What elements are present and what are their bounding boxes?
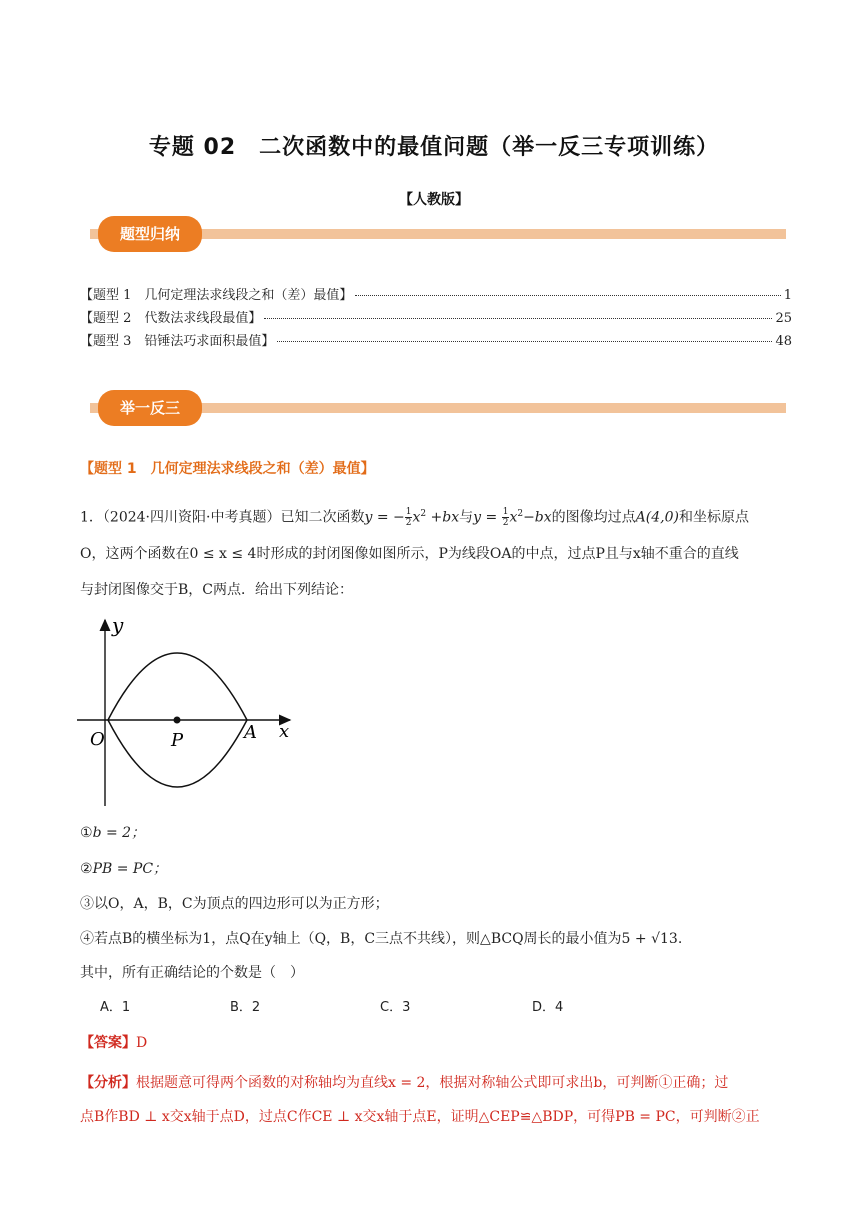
choice-d[interactable]: D．4 xyxy=(532,1000,564,1015)
answer-line xyxy=(80,1032,792,1052)
question-line-1: 1．（2024·四川资阳·中考真题）已知二次函数y = − $\frac{1}{2}$ $x^2 +bx$与y = $\frac{1}{2}$ $x^2-bx$的图像均过点A(4,0)和坐标原点 xyxy=(80,507,749,529)
section-heading: 【题型 1 几何定理法求线段之和（差）最值】 xyxy=(80,461,375,477)
x-axis-label: x xyxy=(279,721,290,742)
question-stem xyxy=(80,496,792,608)
table-of-contents xyxy=(80,284,792,353)
toc-item[interactable]: 【题型 2 代数法求线段最值】 25 xyxy=(80,311,792,326)
analysis-line-1: 【分析】根据题意可得两个函数的对称轴均为直线x = 2，根据对称轴公式即可求出b，可判断①正确；过 xyxy=(80,1075,729,1091)
origin-label: O xyxy=(90,729,105,750)
point-A-label: A xyxy=(244,722,257,743)
banner-summary xyxy=(80,216,786,252)
analysis-line-2: 点B作BD ⊥ x交x轴于点D，过点C作CE ⊥ x交x轴于点E，证明△CEP≌△BDP，可得PB = PC，可判断②正 xyxy=(80,1109,760,1125)
statement-4: ④若点B的横坐标为1，点Q在y轴上（Q，B，C三点不共线），则△BCQ周长的最小值为5 + √13. xyxy=(80,931,683,947)
fraction-half: $\frac{1}{2}$ xyxy=(502,507,509,529)
analysis-block xyxy=(80,1066,792,1134)
banner-practice-label: 举一反三 xyxy=(98,390,202,426)
choice-b[interactable]: B．2 xyxy=(230,1000,261,1015)
banner-summary-label: 题型归纳 xyxy=(98,216,202,252)
toc-leader-dots xyxy=(277,341,772,342)
edition-label: 【人教版】 xyxy=(399,192,469,208)
function-graph xyxy=(72,612,302,812)
question-line-2: O，这两个函数在0 ≤ x ≤ 4时形成的封闭图像如图所示，P为线段OA的中点，过点P且与x轴不重合的直线 xyxy=(80,545,739,562)
toc-leader-dots xyxy=(355,295,780,296)
question-line-3: 与封闭图像交于B，C两点．给出下列结论： xyxy=(80,581,353,598)
toc-item[interactable]: 【题型 3 铅锤法巧求面积最值】 48 xyxy=(80,334,792,349)
y-axis-label: y xyxy=(112,613,124,637)
statement-1: ①b = 2； xyxy=(80,825,146,841)
choice-a[interactable]: A．1 xyxy=(100,1000,131,1015)
banner-practice xyxy=(80,390,786,426)
toc-item[interactable]: 【题型 1 几何定理法求线段之和（差）最值】 1 xyxy=(80,288,792,303)
upper-parabola xyxy=(108,653,247,720)
statement-2: ②PB = PC； xyxy=(80,861,168,877)
statement-3: ③以O，A，B，C为顶点的四边形可以为正方形； xyxy=(80,896,389,912)
point-P-label: P xyxy=(171,730,184,751)
fraction-half: $\frac{1}{2}$ xyxy=(405,507,412,529)
document-title: 专题 02 二次函数中的最值问题（举一反三专项训练） xyxy=(148,135,720,160)
point-P xyxy=(174,717,181,724)
choice-c[interactable]: C．3 xyxy=(380,1000,411,1015)
toc-leader-dots xyxy=(264,318,772,319)
question-prompt: 其中，所有正确结论的个数是（ ） xyxy=(80,965,304,981)
answer-value: D xyxy=(136,1035,148,1051)
answer-tag: 【答案】 xyxy=(80,1035,136,1051)
